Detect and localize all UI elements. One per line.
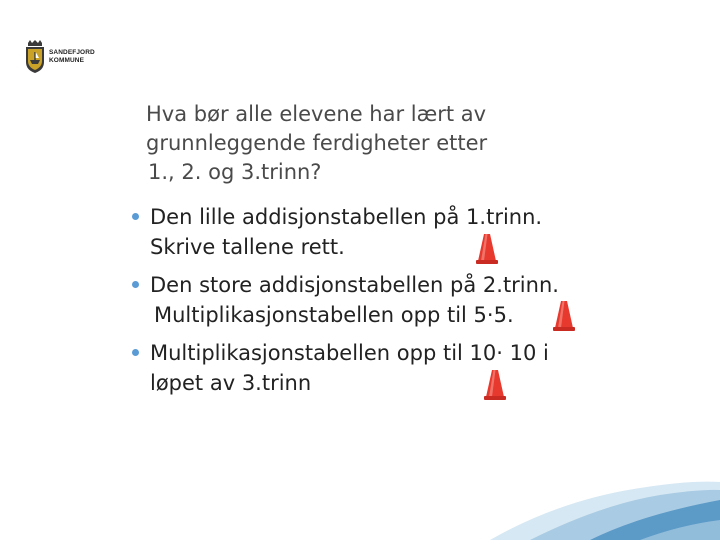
bullet-dot bbox=[132, 281, 139, 288]
bullet-item-3 bbox=[128, 338, 588, 398]
logo-line-2: KOMMUNE bbox=[49, 57, 85, 64]
bullet-1-line-2: Skrive tallene rett. bbox=[150, 235, 345, 259]
traffic-cone-icon bbox=[553, 300, 575, 332]
bullet-2-line-2: Multiplikasjonstabellen opp til 5·5. bbox=[154, 303, 514, 327]
bullet-1-line-1: Den lille addisjonstabellen på 1.trinn. bbox=[150, 205, 543, 229]
bullet-dot bbox=[132, 213, 139, 220]
logo-line-1: SANDEFJORD bbox=[49, 49, 95, 56]
traffic-cone-icon bbox=[484, 369, 506, 401]
traffic-cone-icon bbox=[476, 233, 498, 265]
title-line-3: 1., 2. og 3.trinn? bbox=[148, 160, 322, 184]
bullet-item-2 bbox=[128, 270, 588, 330]
bullet-item-1 bbox=[128, 202, 588, 262]
bullet-2-line-1: Den store addisjonstabellen på 2.trinn. bbox=[150, 273, 559, 297]
sandefjord-crest-icon bbox=[24, 40, 46, 74]
bullet-3-line-1: Multiplikasjonstabellen opp til 10· 10 i bbox=[150, 341, 549, 365]
bullet-dot bbox=[132, 349, 139, 356]
bullet-3-line-2: løpet av 3.trinn bbox=[150, 371, 312, 395]
title-line-2: grunnleggende ferdigheter etter bbox=[146, 131, 488, 155]
bullet-list bbox=[128, 202, 588, 398]
slide-title bbox=[146, 100, 566, 187]
municipality-logo bbox=[24, 40, 95, 74]
logo-text bbox=[49, 49, 95, 65]
title-line-1: Hva bør alle elevene har lært av bbox=[146, 102, 487, 126]
